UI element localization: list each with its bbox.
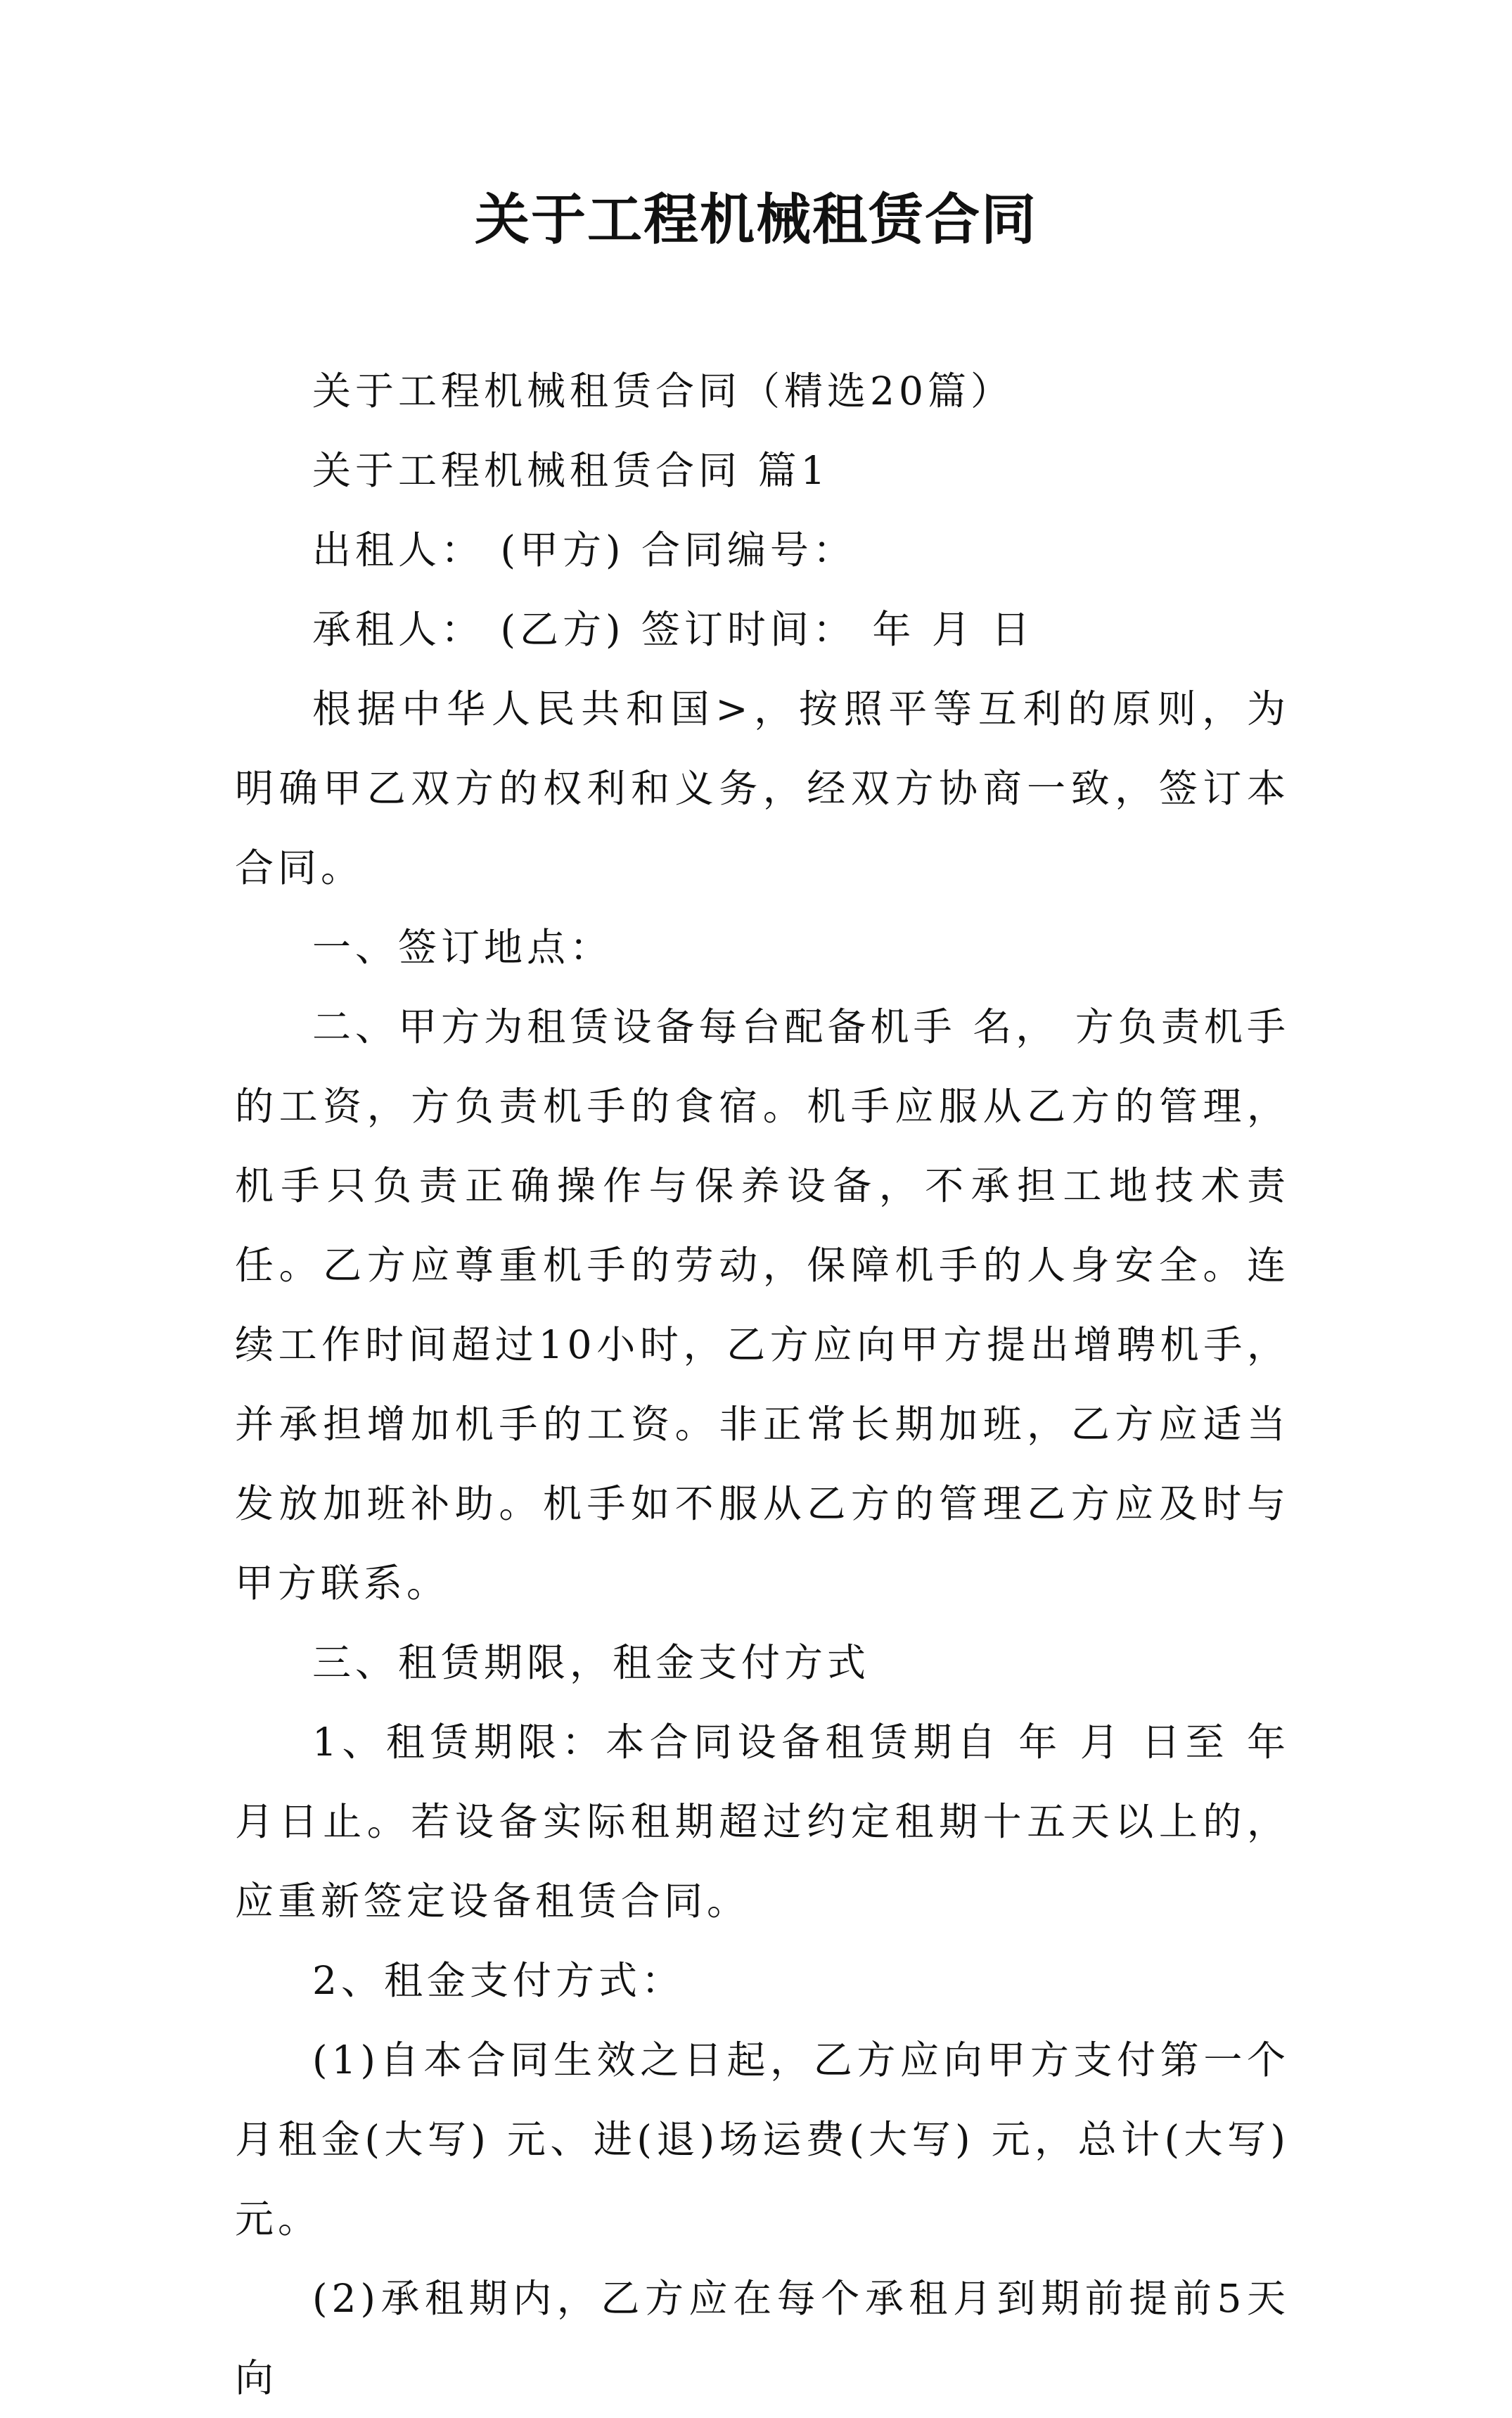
paragraph-clause-2: 二、甲方为租赁设备每台配备机手 名， 方负责机手的工资，方负责机手的食宿。机手应服从乙方的管理，机手只负责正确操作与保养设备，不承担工地技术责任。乙方应尊重机手的劳动，保障机手的人身安全。连续工作时间超过10小时，乙方应向甲方提出增聘机手，并承担增加机手的工资。非正常长期加班，乙方应适当发放加班补助。机手如不服从乙方的管理乙方应及时与甲方联系。 xyxy=(235,1004,1290,1606)
document-body xyxy=(235,352,1290,2418)
paragraph-subtitle: 关于工程机械租赁合同（精选20篇） xyxy=(312,369,1013,414)
paragraph-lessor: 出租人： (甲方) 合同编号： xyxy=(312,527,856,572)
paragraph-lease-term: 1、租赁期限：本合同设备租赁期自 年 月 日至 年 月日止。若设备实际租期超过约定租期十五天以上的，应重新签定设备租赁合同。 xyxy=(235,1720,1290,1924)
paragraph-payment-2: (2)承租期内，乙方应在每个承租月到期前提前5天向 xyxy=(235,2276,1290,2400)
document-title: 关于工程机械租赁合同 xyxy=(474,188,1037,252)
paragraph-clause-3: 三、租赁期限，租金支付方式 xyxy=(312,1640,871,1685)
paragraph-section-heading: 关于工程机械租赁合同 篇1 xyxy=(312,448,830,493)
paragraph-lessee: 承租人： (乙方) 签订时间： 年 月 日 xyxy=(312,607,1034,652)
paragraph-preamble: 根据中华人民共和国>，按照平等互利的原则，为明确甲乙双方的权利和义务，经双方协商一致，签订本合同。 xyxy=(235,686,1290,890)
paragraph-payment-1: (1)自本合同生效之日起，乙方应向甲方支付第一个月租金(大写) 元、进(退)场运费(大写) 元，总计(大写) 元。 xyxy=(235,2038,1290,2241)
paragraph-payment-heading: 2、租金支付方式： xyxy=(312,1958,684,2003)
paragraph-clause-1: 一、签订地点： xyxy=(312,925,613,970)
